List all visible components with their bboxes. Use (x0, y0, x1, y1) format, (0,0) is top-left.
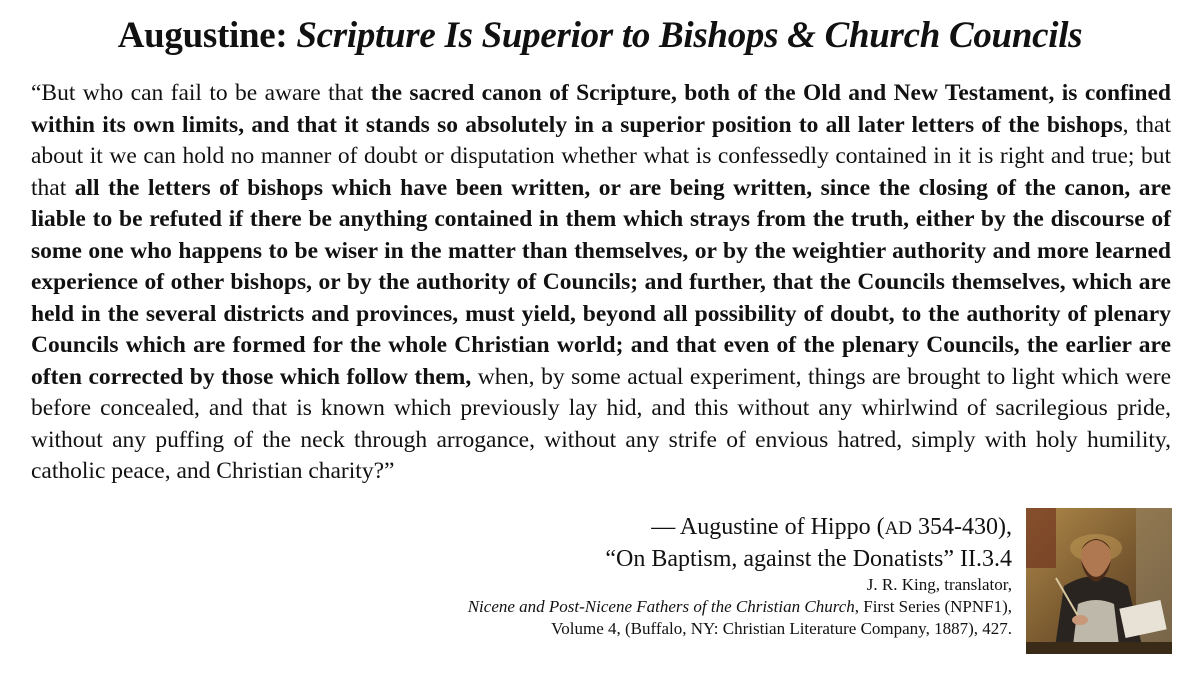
title-prefix: Augustine: (117, 15, 297, 56)
quote-bold-2: all the letters of bishops which have been written, or are being written, since the closing of the canon, are liable to be refuted if there be anything contained in them which strays from the truth, either by the discourse of some one who happens to be wiser in the matter than themselves, or by the weightier authority and more learned experience of other bishops, or by the authority of Councils; and further, that the Councils themselves, which are held in the several districts and provinces, must yield, beyond all possibility of doubt, to the authority of plenary Councils which are formed for the whole Christian world; and that even of the plenary Councils, the earlier are often corrected by those which follow them, (31, 174, 1171, 390)
quote-bold-1: the sacred canon of Scripture, both of the Old and New Testament, is confined within its own limits, and that it stands so absolutely in a superior position to all later letters of the bishops (31, 80, 1171, 138)
author-line (312, 512, 1012, 544)
title-italic: Scripture Is Superior to Bishops & Church Councils (296, 15, 1083, 56)
work-title: “On Baptism, against the Donatists” II.3.4 (605, 546, 1012, 572)
hand (1072, 615, 1088, 625)
portrait-painting (1026, 508, 1172, 654)
series-rest: , First Series (NPNF1), (854, 597, 1012, 616)
era-label: AD (884, 518, 913, 539)
quote-text-2: , that about it we can hold no manner of doubt or disputation whether what is confessedly contained in it is right and true; but that (31, 111, 1171, 201)
publication-line: Volume 4, (Buffalo, NY: Christian Literature Company, 1887), 427. (551, 619, 1012, 638)
author-pre: — Augustine of Hippo ( (651, 514, 885, 540)
slide-title (0, 14, 1200, 57)
quote-text-3: when, by some actual experiment, things are brought to light which were before concealed, and that is known which previously lay hid, and this without any whirlwind of sacrilegious pride, without any puffing of the neck through arrogance, without any strife of envious hatred, simply with holy humility, catholic peace, and Christian charity?” (31, 363, 1171, 484)
augustine-portrait-icon (1026, 508, 1172, 654)
author-post: 354-430), (912, 514, 1012, 540)
quote-text-1: “But who can fail to be aware that (31, 80, 371, 106)
quote-block (31, 78, 1171, 488)
translator-line: J. R. King, translator, (866, 575, 1012, 594)
attribution (312, 512, 1012, 640)
series-title: Nicene and Post-Nicene Fathers of the Christian Church (467, 597, 855, 616)
series-line (312, 596, 1012, 618)
portrait-drapery (1026, 508, 1056, 568)
portrait-desk (1026, 642, 1172, 654)
